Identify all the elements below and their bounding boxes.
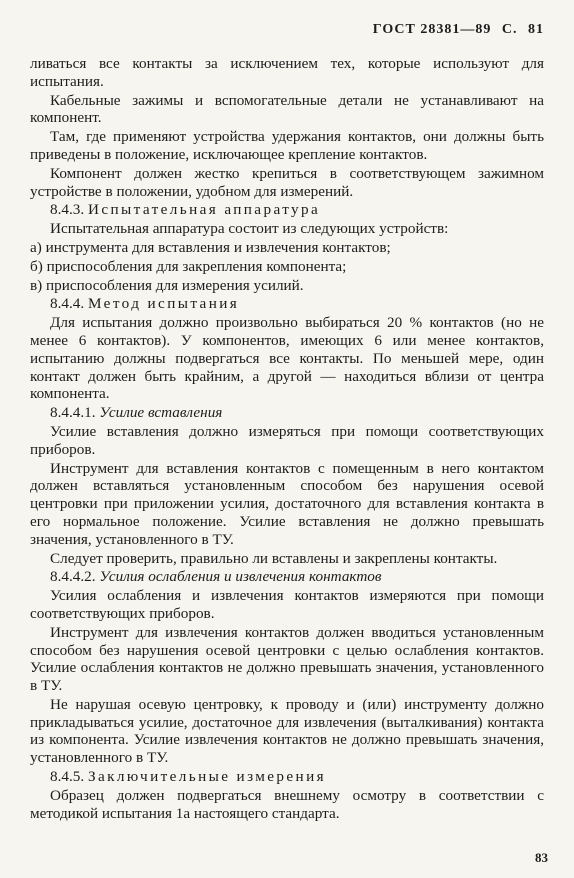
section-heading-8-4-5 (30, 768, 544, 786)
section-number: 8.4.4.2. (50, 568, 96, 586)
paragraph: Усилия ослабления и извлечения контактов измеряются при помощи соответствующих приборов. (30, 587, 544, 622)
section-heading-8-4-4-2 (30, 568, 544, 586)
section-title: Метод испытания (87, 295, 240, 313)
page-header (367, 22, 544, 38)
paragraph: Усилие вставления должно измеряться при помощи соответствующих приборов. (30, 422, 544, 458)
section-number: 8.4.4.1. (50, 404, 96, 422)
paragraph: Инструмент для вставления контактов с помещенным в него контактом должен вставляться установленным способом без нарушения осевой центровки при приложении усилия, достаточного для вставления контакта в его нормальное положение. Усилие вставления не должно превышать значения, установленного в ТУ. (30, 459, 544, 548)
list-item: а) инструмента для вставления и извлечения контактов; (30, 238, 391, 256)
section-title: Усилия ослабления и извлечения контактов (99, 568, 382, 586)
section-number: 8.4.3. (50, 201, 85, 219)
section-title: Испытательная аппаратура (87, 201, 321, 219)
standard-number: ГОСТ 28381—89 (372, 22, 492, 37)
paragraph: Не нарушая осевую центровку, к проводу и (или) инструменту должно прикладываться усилие, достаточное для извлечения (выталкивания) контакта из компонента. Усилие извлечения контактов не должно превышать значения, установленного в ТУ. (30, 695, 544, 767)
page-body (30, 55, 544, 823)
page-number: 81 (528, 22, 544, 37)
paragraph: ливаться все контакты за исключением тех, которые используют для испытания. (30, 55, 544, 90)
paragraph: Образец должен подвергаться внешнему осмотру в соответствии с методикой испытания 1а настоящего стандарта. (30, 786, 544, 822)
page-label: С. (501, 22, 518, 37)
section-number: 8.4.5. (50, 768, 85, 786)
paragraph: Там, где применяют устройства удержания контактов, они должны быть приведены в положение, исключающее крепление контактов. (30, 128, 544, 163)
paragraph: Следует проверить, правильно ли вставлены и закреплены контакты. (50, 549, 498, 567)
section-number: 8.4.4. (50, 295, 85, 313)
section-heading-8-4-3 (30, 201, 544, 219)
list-item: б) приспособления для закрепления компонента; (30, 257, 347, 275)
paragraph: Для испытания должно произвольно выбираться 20 % контактов (но не менее 6 контактов). У компонентов, имеющих 6 или менее контактов, испытанию должны подвергаться все контакты. По меньшей мере, один контакт должен быть крайним, а другой — находиться вблизи от центра компонента. (30, 314, 544, 403)
paragraph: Инструмент для извлечения контактов должен вводиться установленным способом без нарушения осевой центровки с целью ослабления контактов. Усилие ослабления контактов не должно превышать значения, установленного в ТУ. (30, 623, 544, 695)
footer-page-number: 83 (535, 850, 548, 865)
paragraph: Компонент должен жестко крепиться в соответствующем зажимном устройстве в положении, удобном для измерений. (30, 164, 544, 200)
section-heading-8-4-4 (30, 295, 544, 313)
paragraph: Кабельные зажимы и вспомогательные детали не устанавливают на компонент. (30, 91, 544, 127)
list-item: в) приспособления для измерения усилий. (30, 276, 304, 294)
section-heading-8-4-4-1 (30, 404, 544, 422)
paragraph: Испытательная аппаратура состоит из следующих устройств: (50, 220, 449, 238)
section-title: Заключительные измерения (87, 768, 327, 786)
section-title: Усилие вставления (99, 404, 223, 422)
